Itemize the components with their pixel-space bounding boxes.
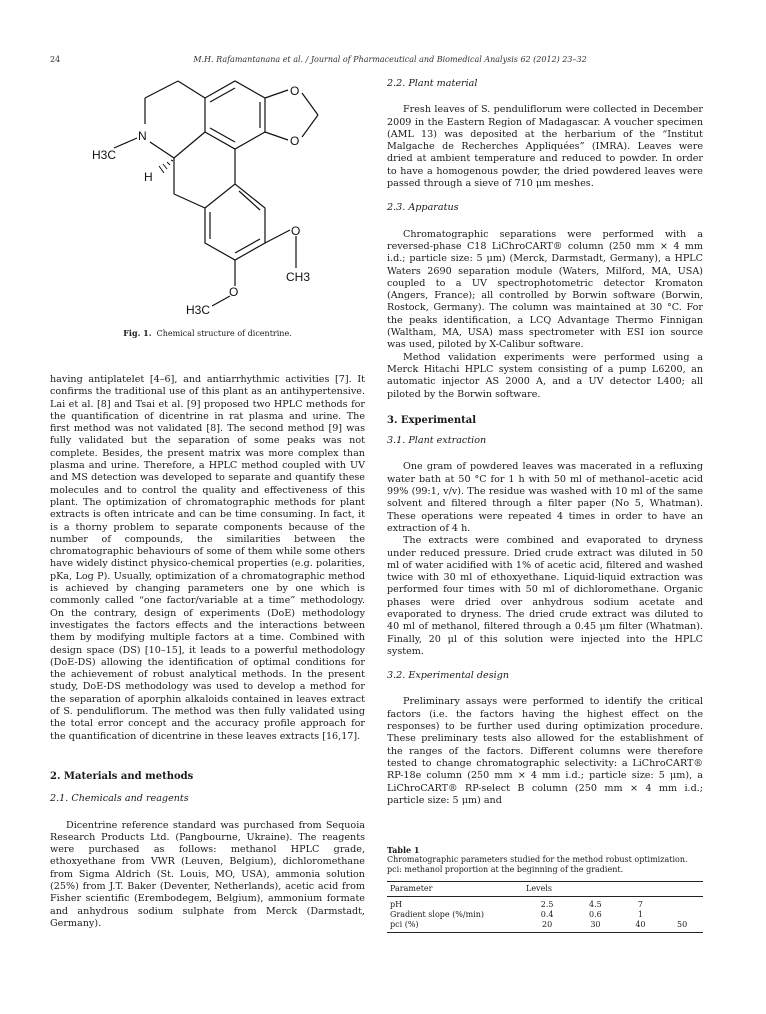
table-row: [387, 897, 703, 911]
row-param: pH: [390, 900, 403, 909]
level-cell: 50: [661, 920, 703, 933]
table-header-row: [387, 882, 703, 897]
figure-caption: [50, 328, 365, 338]
atom-o-2: O: [290, 134, 300, 148]
atom-h: H: [144, 170, 153, 184]
level-cell: 1: [637, 910, 643, 919]
parameters-table: [387, 881, 703, 933]
section-2-heading: 2. Materials and methods: [50, 770, 194, 782]
row-param: pci (%): [387, 920, 523, 933]
stereo-hash-bond: [159, 160, 173, 173]
section-3-2-heading: 3.2. Experimental design: [387, 670, 510, 682]
level-cell: 40: [620, 920, 662, 933]
table-row: [387, 920, 703, 933]
atom-h3c-n: H3C: [92, 148, 117, 162]
section-2-1-heading: 2.1. Chemicals and reagents: [50, 793, 189, 805]
atom-o-3: O: [291, 224, 301, 238]
figure-label: Fig. 1.: [123, 328, 152, 338]
section-2-2-heading: 2.2. Plant material: [387, 78, 478, 89]
dicentrine-structure-diagram: [60, 68, 360, 318]
atom-o-4: O: [229, 285, 239, 299]
atom-labels: [92, 84, 310, 317]
running-header: M.H. Rafamantanana et al. / Journal of Pharmaceutical and Biomedical Analysis 62 (2012) 23–32: [193, 55, 587, 64]
row-param: Gradient slope (%/min): [390, 910, 485, 919]
table-label: Table 1: [387, 845, 420, 855]
section-3-heading: 3. Experimental: [387, 414, 477, 426]
table-caption: Chromatographic parameters studied for the method robust optimization. pci: methanol proportion at the beginning of the gradient.: [387, 855, 688, 874]
level-cell: 7: [637, 900, 643, 909]
section-3-1-paragraph-1: One gram of powdered leaves was macerated in a refluxing water bath at 50 °C for 1 h with 50 ml of methanol–acetic acid 99% (99:1, v/v). The residue was washed with 10 ml of the same solvent and filtered through a filter paper (No 5, Whatman). These operations were repeated 4 times in order to have an extraction of 4 h.: [387, 461, 703, 534]
section-3-2-paragraph: Preliminary assays were performed to identify the critical factors (i.e. the factors having the highest effect on the responses) to be further used during optimization procedure. These preliminary tests also allowed for the establishment of the ranges of the factors. Different columns were therefore tested to change chromatographic selectivity: a LiChroCART® RP-18e column (250 mm × 4 mm i.d.; particle size: 5 μm), a LiChroCART® RP-select B column (250 mm × 4 mm i.d.; particle size: 5 μm) and: [387, 696, 703, 806]
section-3-1-paragraph-2: The extracts were combined and evaporated to dryness under reduced pressure. Dried crude extract was diluted in 50 ml of water acidified with 1% of acetic acid, filtered and washed twice with 30 ml of ethoxyethane. Liquid-liquid extraction was performed four times with 50 ml of dichloromethane. Organic phases were dried over anhydrous sodium acetate and evaporated to dryness. The dried crude extract was diluted to 40 ml of methanol, filtered through a 0.45 μm filter (Whatman). Finally, 20 μl of this solution were injected into the HPLC system.: [387, 535, 703, 657]
level-cell: 30: [571, 920, 619, 933]
level-cell: 2.5: [540, 900, 554, 909]
atom-ch3: CH3: [286, 270, 311, 284]
section-2-2-paragraph: Fresh leaves of S. penduliflorum were collected in December 2009 in the Eastern Region of Madagascar. A voucher specimen (AML 13) was deposited at the herbarium of the “Institut Malgache de Recherches Appliquées” (IMRA). Leaves were dried at ambient temperature and reduced to powder. In order to have a homogenous powder, the dried powdered leaves were passed through a sieve of 710 μm meshes.: [387, 104, 703, 190]
section-2-3-heading: 2.3. Apparatus: [387, 202, 459, 214]
page-number: 24: [50, 55, 61, 64]
level-cell: 0.4: [540, 910, 554, 919]
section-3-1-heading: 3.1. Plant extraction: [387, 435, 487, 447]
level-cell: 4.5: [589, 900, 602, 909]
header-parameter: Parameter: [387, 882, 523, 897]
figure-caption-text: Chemical structure of dicentrine.: [156, 329, 292, 338]
left-column: [50, 374, 365, 930]
atom-o-1: O: [290, 84, 300, 98]
section-2-3-paragraph-2: Method validation experiments were performed using a Merck Hitachi HPLC system consisting of a pump L6200, an automatic injector AS 2000 A, and a UV detector L400; all piloted by the Borwin software.: [387, 351, 703, 400]
table-1: [387, 845, 703, 933]
intro-paragraph: having antiplatelet [4–6], and antiarrhythmic activities [7]. It confirms the traditional use of this plant as an antihypertensive. Lai et al. [8] and Tsai et al. [9] proposed two HPLC methods for the quantification of dicentrine in rat plasma and urine. The first method was not validated [8]. The second method [9] was fully validated but the separation of some peaks was not complete. Besides, the present matrix was more complex than plasma and urine. Therefore, a HPLC method coupled with UV and MS detection was developed to separate and quantify these molecules and to control the quality and effectiveness of this plant. The optimization of chromatographic methods for plant extracts is often intricate and can be time consuming. In fact, it is a thorny problem to separate components because of the number of compounds, the similarities between the chromatographic behaviours of some of them while some others have widely distinct physico-chemical properties (e.g. polarities, pKa, Log P). Usually, optimization of a chromatographic method is achieved by changing parameters one by one which is commonly called “one factor/variable at a time” methodology. On the contrary, design of experiments (DoE) methodology investigates the factors effects and the interactions between them by modifying multiple factors at a time. Combined with design space (DS) [10–15], it leads to a powerful methodology (DoE-DS) allowing the identification of optimal conditions for the achievement of robust analytical methods. In the present study, DoE-DS methodology was used to develop a method for the separation of aporphin alkaloids contained in leaves extract of S. penduliflorum. The method was then fully validated using the total error concept and the accuracy profile approach for the quantification of dicentrine in these leaves extracts [16,17].: [50, 374, 365, 742]
table-row: [387, 910, 703, 920]
right-column: [387, 78, 703, 807]
level-cell: 20: [523, 920, 571, 933]
atom-h3c-o: H3C: [186, 303, 211, 317]
section-2-3-paragraph-1: Chromatographic separations were performed with a reversed-phase C18 LiChroCART® column (250 mm × 4 mm i.d.; particle size: 5 μm) (Merck, Darmstadt, Germany), a HPLC Waters 2690 separation module (Waters, Milford, MA, USA) coupled to a UV spectrophotometric detector Kromaton (Angers, France); all controlled by Borwin software (Borwin, Rostock, Germany). The column was maintained at 30 °C. For the peaks identification, a LCQ Advantage Thermo Finnigan (Waltham, MA, USA) mass spectrometer with ESI ion source was used, piloted by X-Calibur software.: [387, 228, 703, 351]
section-2-1-paragraph: Dicentrine reference standard was purchased from Sequoia Research Products Ltd. (Pangbourne, Ukraine). The reagents were purchased as follows: methanol HPLC grade, ethoxyethane from VWR (Leuven, Belgium), dichloromethane from Sigma Aldrich (St. Louis, MO, USA), ammonia solution (25%) from J.T. Baker (Deventer, Netherlands), acetic acid from Fisher scientific (Erembodegem, Belgium), ammonium formate and anhydrous sodium sulphate from Merck (Darmstadt, Germany).: [50, 819, 365, 929]
level-cell: [661, 897, 703, 911]
header-levels: Levels: [523, 882, 703, 897]
level-cell: 0.6: [589, 910, 602, 919]
atom-n: N: [138, 129, 147, 143]
level-cell: [661, 910, 703, 920]
figure-dicentrine-structure: [60, 68, 360, 318]
